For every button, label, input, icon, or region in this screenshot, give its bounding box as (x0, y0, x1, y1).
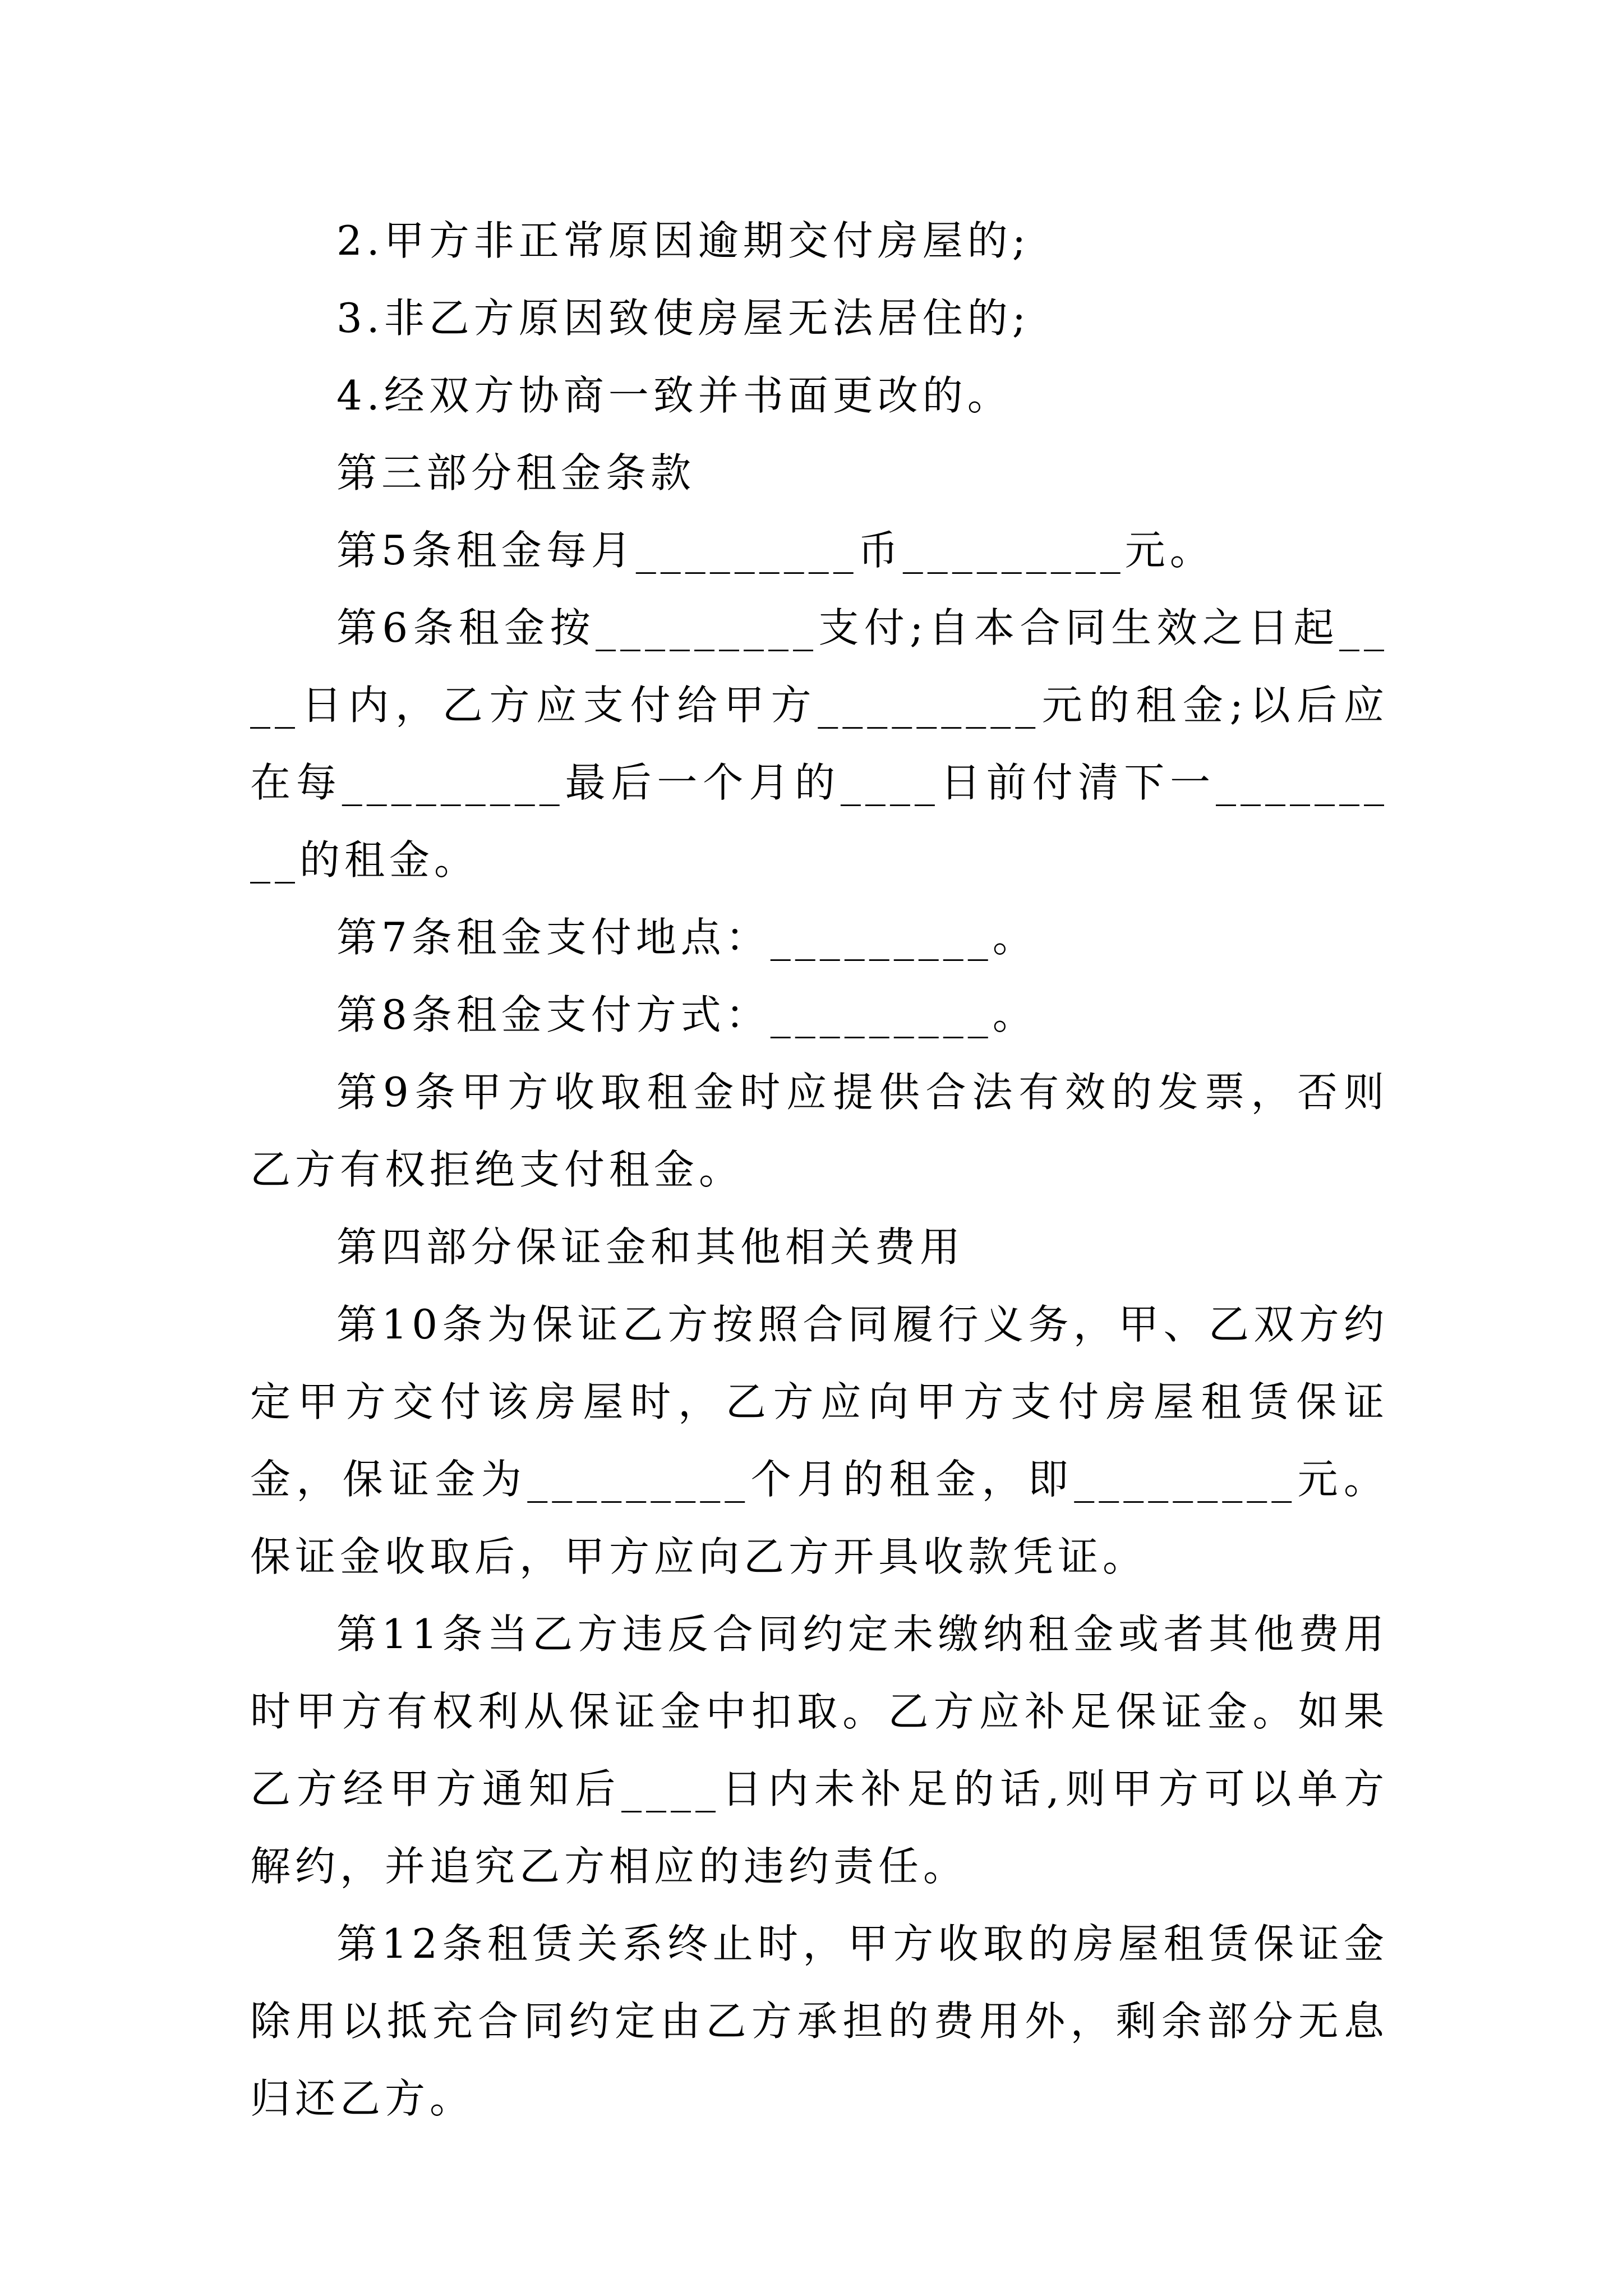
article-9-invoice-requirement: 第9条甲方收取租金时应提供合法有效的发票，否则乙方有权拒绝支付租金。 (250, 1069, 1389, 1193)
document-body (250, 202, 1389, 2137)
paragraph-item-3: 3.非乙方原因致使房屋无法居住的; (336, 295, 1030, 342)
article-11-deposit-deduction: 第11条当乙方违反合同约定未缴纳租金或者其他费用时甲方有权利从保证金中扣取。乙方应补足保证金。如果乙方经甲方通知后____日内未补足的话,则甲方可以单方解约，并追究乙方相应的违约责任。 (250, 1611, 1389, 1890)
article-10-security-deposit: 第10条为保证乙方按照合同履行义务，甲、乙双方约定甲方交付该房屋时，乙方应向甲方支付房屋租赁保证金，保证金为_________个月的租金，即_________元。保证金收取后，甲方应向乙方开具收款凭证。 (250, 1301, 1389, 1580)
section-heading-rent-terms: 第三部分租金条款 (336, 449, 696, 496)
article-5-rent-amount: 第5条租金每月_________币_________元。 (336, 527, 1215, 574)
section-heading-deposit-fees: 第四部分保证金和其他相关费用 (336, 1223, 965, 1271)
article-6-rent-payment-schedule: 第6条租金按_________支付;自本合同生效之日起____日内，乙方应支付给甲方_________元的租金;以后应在每_________最后一个月的____日前付清下一_________的租金。 (250, 604, 1389, 884)
article-7-payment-location: 第7条租金支付地点：_________。 (336, 914, 1038, 961)
paragraph-item-2: 2.甲方非正常原因逾期交付房屋的; (336, 217, 1030, 264)
paragraph-item-4: 4.经双方协商一致并书面更改的。 (336, 372, 1012, 419)
article-12-deposit-refund: 第12条租赁关系终止时，甲方收取的房屋租赁保证金除用以抵充合同约定由乙方承担的费用外，剩余部分无息归还乙方。 (250, 1920, 1389, 2122)
article-8-payment-method: 第8条租金支付方式：_________。 (336, 991, 1038, 1038)
